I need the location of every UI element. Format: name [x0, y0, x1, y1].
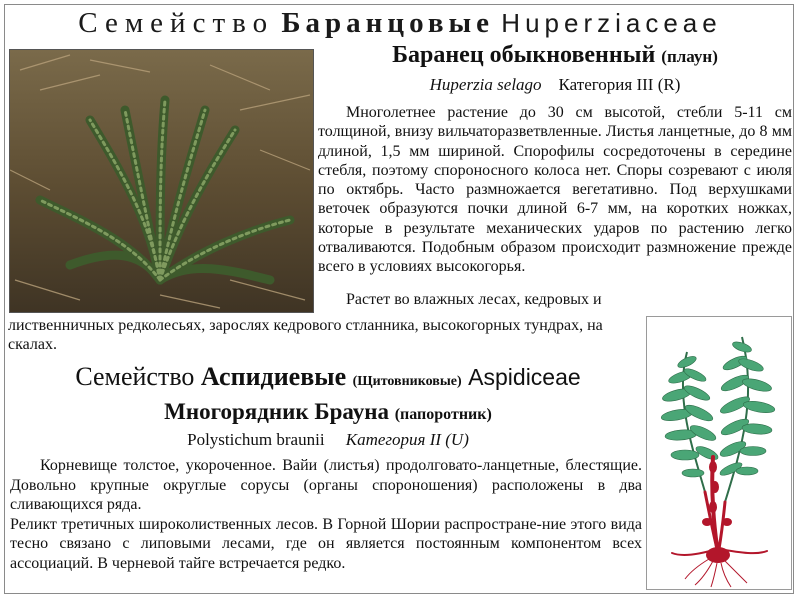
species2-relict: Реликт третичных широколиственных лесов. В Горной Шории распростране-ние этого вида тесно связано с липовыми лесами, где он является постоянным компонентом всех ассоциаций. В черневой тайге встречается редко. — [10, 515, 642, 572]
species1-habitat-start: Растет во влажных лесах, кедровых и — [346, 291, 602, 308]
family-header — [0, 6, 800, 40]
family2-header — [8, 362, 648, 392]
family2-name: Аспидиевые — [200, 362, 347, 391]
species2-subline — [8, 430, 648, 450]
family2-latin: Aspidiceae — [468, 364, 581, 390]
family-name: Баранцовые — [281, 7, 495, 39]
species2-title — [8, 399, 648, 425]
family2-note: (Щитовниковые) — [352, 374, 462, 389]
family-word: Семейство — [78, 7, 275, 39]
species1-name: Баранец обыкновенный — [392, 42, 656, 68]
family2-word: Семейство — [75, 362, 195, 391]
huperzia-photo — [9, 49, 314, 313]
species2-latin: Polystichum braunii — [187, 430, 325, 449]
polystichum-illustration — [646, 316, 792, 590]
species2-text — [10, 456, 642, 573]
species1-category: Категория III (R) — [558, 75, 681, 94]
species2-description: Корневище толстое, укороченное. Вайи (листья) продолговато-ланцетные, блестящие. Довольно крупные округлые сорусы (органы спороношения) расположены в два сливающихся ряда. — [10, 457, 642, 513]
species1-note: (плаун) — [661, 47, 718, 66]
species1-title — [318, 42, 792, 69]
species2-category: Категория II (U) — [345, 430, 469, 449]
species2-name: Многорядник Брауна — [164, 399, 389, 424]
family-latin: Huperziaceae — [501, 8, 722, 38]
species1-description: Многолетнее растение до 30 см высотой, стебли 5-11 см толщиной, внизу вильчаторазветвленные. Листья ланцетные, до 8 мм длиной, 1,5 мм шириной. Спорофилы сосредоточены в середине стебля, поэтому спороносного колоса нет. Споры созревают с июля по октябрь. Часто размножается вегетативно. Под верхушками веточек образуются почки длиной 6-7 мм, на коротких ножках, которые в результате механических ударов по растению легко отваливаются. Подобным образом происходит размножение прежде всего в условиях высокогорья. — [318, 104, 792, 276]
species2-note: (папоротник) — [394, 406, 492, 423]
species1-latin: Huperzia selago — [429, 75, 542, 94]
species1-habitat-end: лиственничных редколесьях, зарослях кедрового стланника, высокогорных тундрах, на скалах. — [8, 317, 603, 354]
species1-subline — [318, 75, 792, 95]
